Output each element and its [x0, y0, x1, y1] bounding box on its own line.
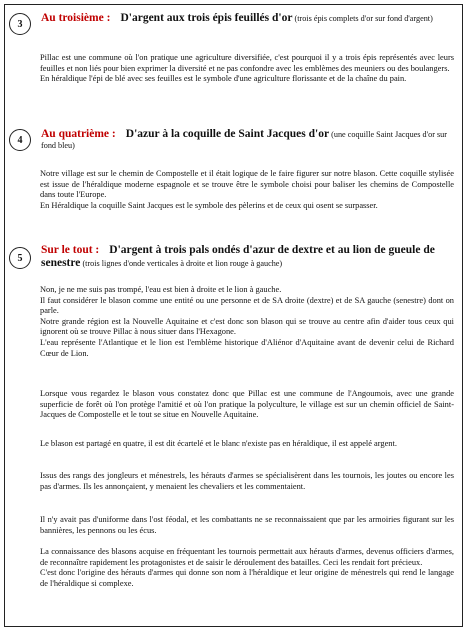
document-page [4, 4, 463, 627]
section-body-4 [40, 169, 454, 211]
paragraph: L'eau représente l'Atlantique et le lion est l'emblème historique d'Aliénor d'Aquitaine avant de devenir celui de Richard Cœur de Lion. [40, 337, 454, 358]
section-title: D'argent aux trois épis feuillés d'or [120, 12, 293, 24]
paragraph: Notre village est sur le chemin de Compostelle et il était logique de le faire figurer sur notre blason. Cette coquille stylisée est issue de l'héraldique moderne espagnole et se trouve être le symbole choisi pour baliser les chemins de Compostelle dans toute l'Europe. [40, 169, 454, 200]
paragraph: Il faut considérer le blason comme une entité ou une personne et de SA droite (dextre) et de SA gauche (senestre) dont on parle. [40, 295, 454, 316]
section-note: (trois lignes d'onde verticales à droite et lion rouge à gauche) [80, 259, 283, 268]
section-label: Au troisième : [41, 12, 111, 24]
body-paragraph-2 [40, 439, 454, 450]
section-label: Au quatrième : [41, 128, 116, 140]
section-title: D'azur à la coquille de Saint Jacques d'or [125, 128, 330, 140]
section-label: Sur le tout : [41, 244, 100, 256]
section-body-3 [40, 53, 454, 85]
paragraph: Pillac est une commune où l'on pratique une agriculture diversifiée, c'est pourquoi il y a trois épis représentés avec leurs feuilles et non liés pour bien exprimer la diversité et ne pas confondre avec les emblèmes des meuniers ou des boulangers. [40, 53, 454, 73]
section-heading-4 [41, 129, 454, 151]
section-note: (une coquille Saint Jacques d'or sur fond bleu) [41, 130, 447, 150]
paragraph: Le blason est partagé en quatre, il est dit écartelé et le blanc n'existe pas en héraldique, il est appelé argent. [40, 439, 397, 448]
section-heading-3 [41, 13, 454, 24]
paragraph: Il n'y avait pas d'uniforme dans l'ost féodal, et les combattants ne se reconnaissaient que par les armoiries figurant sur les bannières, les pennons ou les écus. [40, 515, 454, 535]
section-note: (trois épis complets d'or sur fond d'argent) [292, 14, 433, 23]
paragraph: C'est donc l'origine des hérauts d'armes qui donne son nom à l'héraldique et leur origine de ménestrels qui rend le langage de l'héraldique si complexe. [40, 568, 454, 588]
body-paragraph-4 [40, 515, 454, 536]
paragraph: Lorsque vous regardez le blason vous constatez donc que Pillac est une commune de l'Angoumois, avec une grande superficie de forêt où l'on protège l'amitié et où l'on pratique la polyculture, le village est sur un chemin officiel de Saint-Jacques de Compostelle et le tout se situe en Nouvelle Aquitaine. [40, 389, 454, 420]
section-body-5 [40, 285, 454, 359]
section-number: 3 [17, 18, 23, 30]
section-number: 4 [17, 134, 23, 146]
paragraph: Issus des rangs des jongleurs et ménestrels, les hérauts d'armes se spécialisèrent dans les tournois, les joutes ou encore les pas d'armes. Ils les annonçaient, y menaient les chevaliers et les commentaient. [40, 471, 454, 491]
section-heading-5 [41, 244, 454, 270]
body-paragraph-3 [40, 471, 454, 492]
paragraph: En Héraldique la coquille Saint Jacques est le symbole des pèlerins et de ceux qui osent se surpasser. [40, 200, 378, 210]
section-number-badge [9, 129, 31, 151]
section-number-badge [9, 13, 31, 35]
section-number: 5 [17, 252, 23, 264]
paragraph: En héraldique l'épi de blé avec ses feuilles est le symbole d'une agriculture florissante et de la chaîne du pain. [40, 74, 407, 84]
paragraph: Non, je ne me suis pas trompé, l'eau est bien à droite et le lion à gauche. [40, 285, 282, 294]
body-paragraph-1 [40, 389, 454, 421]
section-number-badge [9, 247, 31, 269]
paragraph: La connaissance des blasons acquise en fréquentant les tournois permettait aux hérauts d'armes, devenus officiers d'armes, de reconnaître rapidement les protagonistes et de saisir le déroulement des batailles. Ceci les rendait fort précieux. [40, 547, 454, 567]
body-paragraph-5 [40, 547, 454, 589]
section-title: D'argent à trois pals ondés d'azur de dextre et au lion de gueule de senestre [41, 244, 435, 269]
paragraph: Notre grande région est la Nouvelle Aquitaine et c'est donc son blason qui se trouve au centre afin d'aider tous ceux qui ignorent où se trouve Pillac à nous situer dans l'Hexagone. [40, 316, 454, 337]
